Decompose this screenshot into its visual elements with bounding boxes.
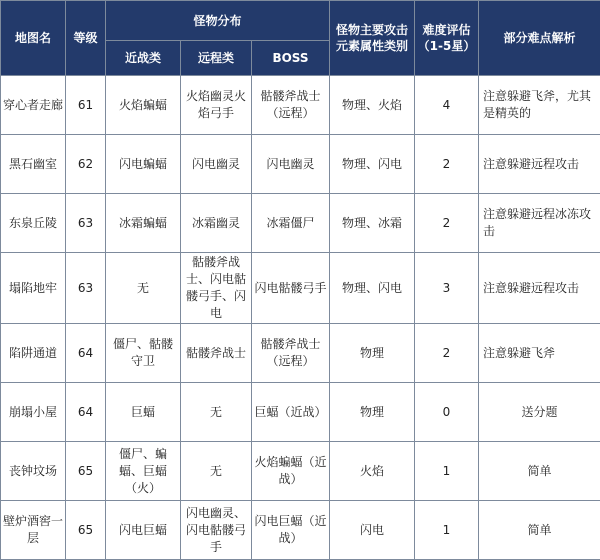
header-element: 怪物主要攻击元素属性类别	[330, 1, 415, 76]
cell-map: 陷阱通道	[1, 324, 66, 383]
cell-melee: 巨蝠	[106, 383, 181, 442]
cell-boss: 闪电骷髅弓手	[252, 253, 330, 324]
cell-element: 物理	[330, 324, 415, 383]
table-body	[1, 76, 600, 560]
table-row	[1, 135, 600, 194]
cell-level: 61	[66, 76, 106, 135]
cell-level: 65	[66, 442, 106, 501]
cell-element: 物理、闪电	[330, 135, 415, 194]
header-difficulty: 难度评估（1-5星）	[415, 1, 479, 76]
header-level: 等级	[66, 1, 106, 76]
cell-level: 64	[66, 324, 106, 383]
cell-map: 丧钟坟场	[1, 442, 66, 501]
cell-difficulty: 2	[415, 194, 479, 253]
cell-difficulty: 0	[415, 383, 479, 442]
cell-melee: 冰霜蝙蝠	[106, 194, 181, 253]
table-row	[1, 501, 600, 560]
cell-difficulty: 1	[415, 501, 479, 560]
cell-map: 黑石幽室	[1, 135, 66, 194]
cell-boss: 闪电幽灵	[252, 135, 330, 194]
header-monster-distribution: 怪物分布	[106, 1, 330, 41]
cell-ranged: 骷髅斧战士、闪电骷髅弓手、闪电	[181, 253, 252, 324]
cell-level: 63	[66, 194, 106, 253]
table-row	[1, 442, 600, 501]
cell-difficulty: 2	[415, 324, 479, 383]
cell-ranged: 骷髅斧战士	[181, 324, 252, 383]
cell-level: 63	[66, 253, 106, 324]
cell-melee: 僵尸、骷髅守卫	[106, 324, 181, 383]
cell-element: 物理、火焰	[330, 76, 415, 135]
cell-difficulty: 4	[415, 76, 479, 135]
cell-melee: 无	[106, 253, 181, 324]
header-boss: BOSS	[252, 41, 330, 76]
cell-element: 物理、闪电	[330, 253, 415, 324]
cell-element: 物理	[330, 383, 415, 442]
cell-map: 东泉丘陵	[1, 194, 66, 253]
header-map: 地图名	[1, 1, 66, 76]
cell-element: 闪电	[330, 501, 415, 560]
cell-map: 壁炉酒窖一层	[1, 501, 66, 560]
table-row	[1, 253, 600, 324]
cell-ranged: 闪电幽灵	[181, 135, 252, 194]
cell-difficulty: 2	[415, 135, 479, 194]
cell-ranged: 闪电幽灵、闪电骷髅弓手	[181, 501, 252, 560]
cell-boss: 骷髅斧战士（远程）	[252, 324, 330, 383]
cell-level: 62	[66, 135, 106, 194]
cell-boss: 闪电巨蝠（近战）	[252, 501, 330, 560]
cell-level: 65	[66, 501, 106, 560]
cell-analysis: 简单	[479, 501, 600, 560]
cell-map: 崩塌小屋	[1, 383, 66, 442]
cell-map: 穿心者走廊	[1, 76, 66, 135]
cell-boss: 巨蝠（近战）	[252, 383, 330, 442]
cell-melee: 僵尸、蝙蝠、巨蝠（火）	[106, 442, 181, 501]
cell-boss: 火焰蝙蝠（近战）	[252, 442, 330, 501]
table-row	[1, 194, 600, 253]
cell-boss: 冰霜僵尸	[252, 194, 330, 253]
cell-analysis: 注意躲避远程攻击	[479, 135, 600, 194]
cell-analysis: 注意躲避远程冰冻攻击	[479, 194, 600, 253]
table-row	[1, 383, 600, 442]
table-header	[1, 1, 600, 76]
header-melee: 近战类	[106, 41, 181, 76]
cell-map: 塌陷地牢	[1, 253, 66, 324]
cell-melee: 闪电巨蝠	[106, 501, 181, 560]
cell-element: 物理、冰霜	[330, 194, 415, 253]
cell-level: 64	[66, 383, 106, 442]
cell-melee: 火焰蝙蝠	[106, 76, 181, 135]
header-ranged: 远程类	[181, 41, 252, 76]
cell-difficulty: 1	[415, 442, 479, 501]
cell-ranged: 无	[181, 442, 252, 501]
cell-difficulty: 3	[415, 253, 479, 324]
cell-analysis: 注意躲避飞斧，尤其是精英的	[479, 76, 600, 135]
cell-ranged: 无	[181, 383, 252, 442]
cell-melee: 闪电蝙蝠	[106, 135, 181, 194]
cell-analysis: 送分题	[479, 383, 600, 442]
cell-boss: 骷髅斧战士（远程）	[252, 76, 330, 135]
cell-ranged: 火焰幽灵火焰弓手	[181, 76, 252, 135]
table-row	[1, 76, 600, 135]
cell-analysis: 注意躲避远程攻击	[479, 253, 600, 324]
cell-analysis: 注意躲避飞斧	[479, 324, 600, 383]
header-analysis: 部分难点解析	[479, 1, 600, 76]
table-row	[1, 324, 600, 383]
cell-ranged: 冰霜幽灵	[181, 194, 252, 253]
cell-element: 火焰	[330, 442, 415, 501]
cell-analysis: 简单	[479, 442, 600, 501]
